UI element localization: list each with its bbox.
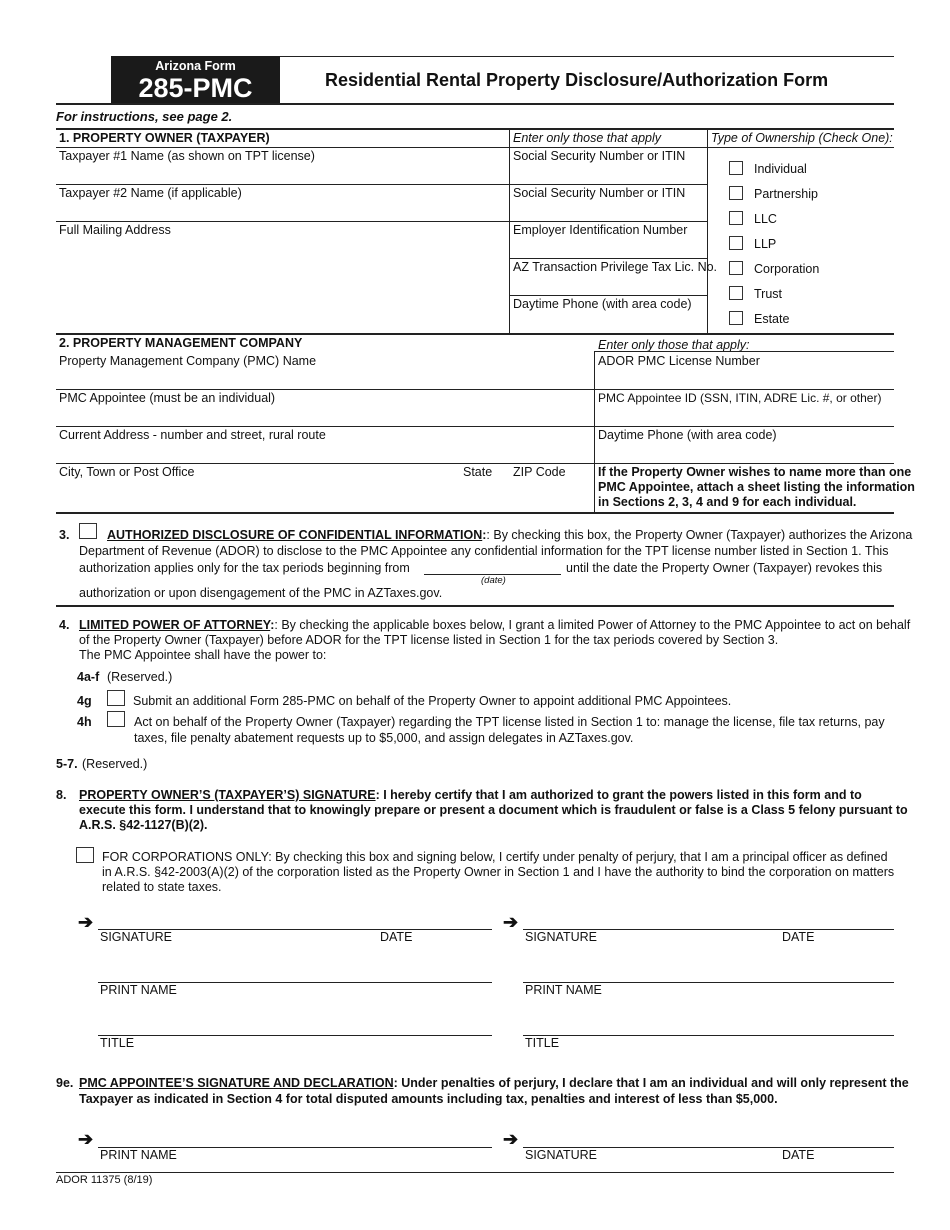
section4-title: LIMITED POWER OF ATTORNEY bbox=[79, 618, 271, 632]
section3-line3a: authorization applies only for the tax periods beginning from bbox=[79, 561, 410, 575]
section3-line1 bbox=[107, 528, 912, 542]
pmc-appointee-field[interactable]: PMC Appointee (must be an individual) bbox=[59, 391, 276, 405]
date-caption: (date) bbox=[481, 575, 506, 586]
section3-line2: Department of Revenue (ADOR) to disclose to the PMC Appointee any confidential information for the TPT license number listed in Section 1. This bbox=[79, 544, 889, 558]
right-arrow-icon: ➔ bbox=[78, 1129, 94, 1149]
section1-enter-only: Enter only those that apply bbox=[513, 131, 662, 145]
owner1-title-label: TITLE bbox=[100, 1036, 135, 1050]
section2-enter-only: Enter only those that apply: bbox=[598, 338, 750, 352]
section9-line1-rest: : Under penalties of perjury, I declare that I am an individual and will only represent the bbox=[393, 1076, 909, 1090]
ownership-heading: Type of Ownership (Check One): bbox=[711, 131, 893, 145]
section57-label: 5-7. bbox=[56, 757, 78, 771]
section4-line1-rest: : By checking the applicable boxes below, I grant a limited Power of Attorney to the PMC Appointee to act on behalf bbox=[274, 618, 911, 632]
pmc-phone-field[interactable]: Daytime Phone (with area code) bbox=[598, 428, 777, 442]
section4-number: 4. bbox=[59, 618, 70, 632]
page-title: Residential Rental Property Disclosure/Authorization Form bbox=[325, 70, 829, 90]
owner-phone-field[interactable]: Daytime Phone (with area code) bbox=[513, 297, 692, 311]
section4af-label: 4a-f bbox=[77, 670, 100, 684]
ein-field[interactable]: Employer Identification Number bbox=[513, 223, 688, 237]
owner1-print-name-label: PRINT NAME bbox=[100, 983, 177, 997]
right-arrow-icon: ➔ bbox=[78, 912, 94, 932]
corp-line2: in A.R.S. §42-2003(A)(2) of the corporation listed as the Property Owner in Section 1 and I have the authority to bind the corporation on matters bbox=[102, 865, 895, 879]
ownership-checkbox-trust[interactable] bbox=[729, 286, 743, 300]
owner2-title-line[interactable] bbox=[523, 1035, 894, 1036]
ssn1-field[interactable]: Social Security Number or ITIN bbox=[513, 149, 686, 163]
ownership-checkbox-llc[interactable] bbox=[729, 211, 743, 225]
pmc-name-field[interactable]: Property Management Company (PMC) Name bbox=[59, 354, 317, 368]
ownership-checkbox-corporation[interactable] bbox=[729, 261, 743, 275]
section8-line1 bbox=[79, 788, 862, 802]
section1-heading-rule bbox=[56, 147, 894, 148]
corporations-checkbox[interactable] bbox=[76, 847, 94, 863]
taxpayer1-name-field[interactable]: Taxpayer #1 Name (as shown on TPT license) bbox=[59, 149, 315, 163]
section9-line2: Taxpayer as indicated in Section 4 for total disputed amounts including tax, penalties and interest of less than $5,000. bbox=[79, 1092, 778, 1106]
ador-license-field[interactable]: ADOR PMC License Number bbox=[598, 354, 760, 368]
section2-heading-rule bbox=[594, 351, 894, 352]
ownership-label-partnership: Partnership bbox=[754, 187, 818, 201]
owner1-signature-label: SIGNATURE bbox=[100, 930, 172, 944]
section8-line2: execute this form. I understand that to knowingly prepare or present a document which is fraudulent or false is a Class 5 felony pursuant to bbox=[79, 803, 908, 817]
section3-number: 3. bbox=[59, 528, 70, 542]
tpt-license-field[interactable]: AZ Transaction Privilege Tax Lic. No. bbox=[513, 260, 718, 274]
appointee-date-label: DATE bbox=[782, 1148, 815, 1162]
ownership-label-estate: Estate bbox=[754, 312, 790, 326]
appointee-id-field[interactable]: PMC Appointee ID (SSN, ITIN, ADRE Lic. #, or other) bbox=[598, 391, 882, 405]
section4-line1 bbox=[79, 618, 910, 632]
zip-field[interactable]: ZIP Code bbox=[513, 465, 566, 479]
section3-title: AUTHORIZED DISCLOSURE OF CONFIDENTIAL INFORMATION bbox=[107, 528, 483, 542]
ownership-label-llc: LLC bbox=[754, 212, 777, 226]
section1-top-rule bbox=[56, 128, 894, 130]
section3-line1-rest: : By checking this box, the Property Owner (Taxpayer) authorizes the Arizona bbox=[486, 528, 913, 542]
section9-title: PMC APPOINTEE’S SIGNATURE AND DECLARATION bbox=[79, 1076, 394, 1090]
row-rule-2 bbox=[56, 221, 707, 222]
ssn2-field[interactable]: Social Security Number or ITIN bbox=[513, 186, 686, 200]
owner1-date-label: DATE bbox=[380, 930, 413, 944]
footer-rule bbox=[56, 1172, 894, 1173]
ownership-checkbox-llp[interactable] bbox=[729, 236, 743, 250]
section2-divider bbox=[594, 351, 595, 513]
ownership-checkbox-individual[interactable] bbox=[729, 161, 743, 175]
multiple-appointee-note-1: If the Property Owner wishes to name more than one bbox=[598, 465, 912, 479]
section4g-checkbox[interactable] bbox=[107, 690, 125, 706]
row-rule-4 bbox=[509, 295, 707, 296]
section4-line2: of the Property Owner (Taxpayer) before ADOR for the TPT license listed in Section 1 for the tax periods covered by Section 3. bbox=[79, 633, 779, 647]
section8-title: PROPERTY OWNER’S (TAXPAYER’S) SIGNATURE bbox=[79, 788, 376, 802]
section3-line4: authorization or upon disengagement of the PMC in AZTaxes.gov. bbox=[79, 586, 443, 600]
row-rule-3 bbox=[509, 258, 707, 259]
section3-bottom-rule bbox=[56, 605, 894, 607]
section1-divider-1 bbox=[509, 128, 510, 333]
form-label-top: Arizona Form bbox=[155, 59, 236, 73]
section9-number: 9e. bbox=[56, 1076, 74, 1090]
header-top-rule bbox=[280, 56, 894, 57]
section8-line1-rest: : I hereby certify that I am authorized to grant the powers listed in this form and to bbox=[375, 788, 862, 802]
section4g-label: 4g bbox=[77, 694, 92, 708]
city-field[interactable]: City, Town or Post Office bbox=[59, 465, 195, 479]
form-number: 285-PMC bbox=[138, 73, 253, 103]
ownership-label-trust: Trust bbox=[754, 287, 783, 301]
ownership-label-individual: Individual bbox=[754, 162, 807, 176]
section2-top-rule bbox=[56, 333, 894, 335]
section4h-label: 4h bbox=[77, 715, 92, 729]
s2-row-rule-1 bbox=[56, 389, 894, 390]
ownership-label-corporation: Corporation bbox=[754, 262, 820, 276]
s2-row-rule-3 bbox=[56, 463, 894, 464]
disclosure-checkbox[interactable] bbox=[79, 523, 97, 539]
section57-text: (Reserved.) bbox=[82, 757, 148, 771]
form-id: ADOR 11375 (8/19) bbox=[56, 1174, 153, 1186]
section4af-text: (Reserved.) bbox=[107, 670, 173, 684]
section1-heading: 1. PROPERTY OWNER (TAXPAYER) bbox=[59, 131, 270, 145]
owner1-title-line[interactable] bbox=[98, 1035, 492, 1036]
owner2-print-name-label: PRINT NAME bbox=[525, 983, 602, 997]
s2-row-rule-2 bbox=[56, 426, 894, 427]
section8-number: 8. bbox=[56, 788, 67, 802]
mailing-address-field[interactable]: Full Mailing Address bbox=[59, 223, 171, 237]
appointee-print-name-label: PRINT NAME bbox=[100, 1148, 177, 1162]
multiple-appointee-note-3: in Sections 2, 3, 4 and 9 for each individual. bbox=[598, 495, 857, 509]
section3-line1-colon: : bbox=[482, 528, 487, 542]
owner2-title-label: TITLE bbox=[525, 1036, 560, 1050]
section4g-text: Submit an additional Form 285-PMC on behalf of the Property Owner to appoint additional PMC Appointees. bbox=[133, 694, 732, 708]
row-rule-1 bbox=[56, 184, 707, 185]
ownership-checkbox-estate[interactable] bbox=[729, 311, 743, 325]
section8-line3: A.R.S. §42-1127(B)(2). bbox=[79, 818, 208, 832]
state-field[interactable]: State bbox=[463, 465, 493, 479]
section4-line1-colon: : bbox=[270, 618, 275, 632]
ownership-checkbox-partnership[interactable] bbox=[729, 186, 743, 200]
section4h-checkbox[interactable] bbox=[107, 711, 125, 727]
corp-line3: related to state taxes. bbox=[102, 880, 222, 894]
section2-bottom-rule bbox=[56, 512, 894, 514]
section3-line3b: until the date the Property Owner (Taxpayer) revokes this bbox=[566, 561, 883, 575]
owner2-date-label: DATE bbox=[782, 930, 815, 944]
section4-line3: The PMC Appointee shall have the power to: bbox=[79, 648, 327, 662]
header-bottom-rule bbox=[56, 103, 894, 105]
ownership-label-llp: LLP bbox=[754, 237, 777, 251]
section4h-line1: Act on behalf of the Property Owner (Taxpayer) regarding the TPT license listed in Section 1 to: manage the license, file tax returns, pay bbox=[134, 715, 885, 729]
current-address-field[interactable]: Current Address - number and street, rural route bbox=[59, 428, 326, 442]
owner2-signature-label: SIGNATURE bbox=[525, 930, 597, 944]
section2-heading: 2. PROPERTY MANAGEMENT COMPANY bbox=[59, 336, 303, 350]
section4h-line2: taxes, file penalty abatement requests up to $5,000, and assign delegates in AZTaxes.gov. bbox=[134, 731, 634, 745]
multiple-appointee-note-2: PMC Appointee, attach a sheet listing the information bbox=[598, 480, 915, 494]
section1-divider-2 bbox=[707, 128, 708, 333]
corp-line1: FOR CORPORATIONS ONLY: By checking this box and signing below, I certify under penalty of perjury, that I am a principal officer as defined bbox=[102, 850, 888, 864]
form-number-box bbox=[111, 56, 280, 103]
instructions-note: For instructions, see page 2. bbox=[56, 109, 233, 124]
right-arrow-icon: ➔ bbox=[503, 1129, 519, 1149]
appointee-signature-label: SIGNATURE bbox=[525, 1148, 597, 1162]
right-arrow-icon: ➔ bbox=[503, 912, 519, 932]
taxpayer2-name-field[interactable]: Taxpayer #2 Name (if applicable) bbox=[59, 186, 242, 200]
section9-line1 bbox=[79, 1076, 909, 1090]
